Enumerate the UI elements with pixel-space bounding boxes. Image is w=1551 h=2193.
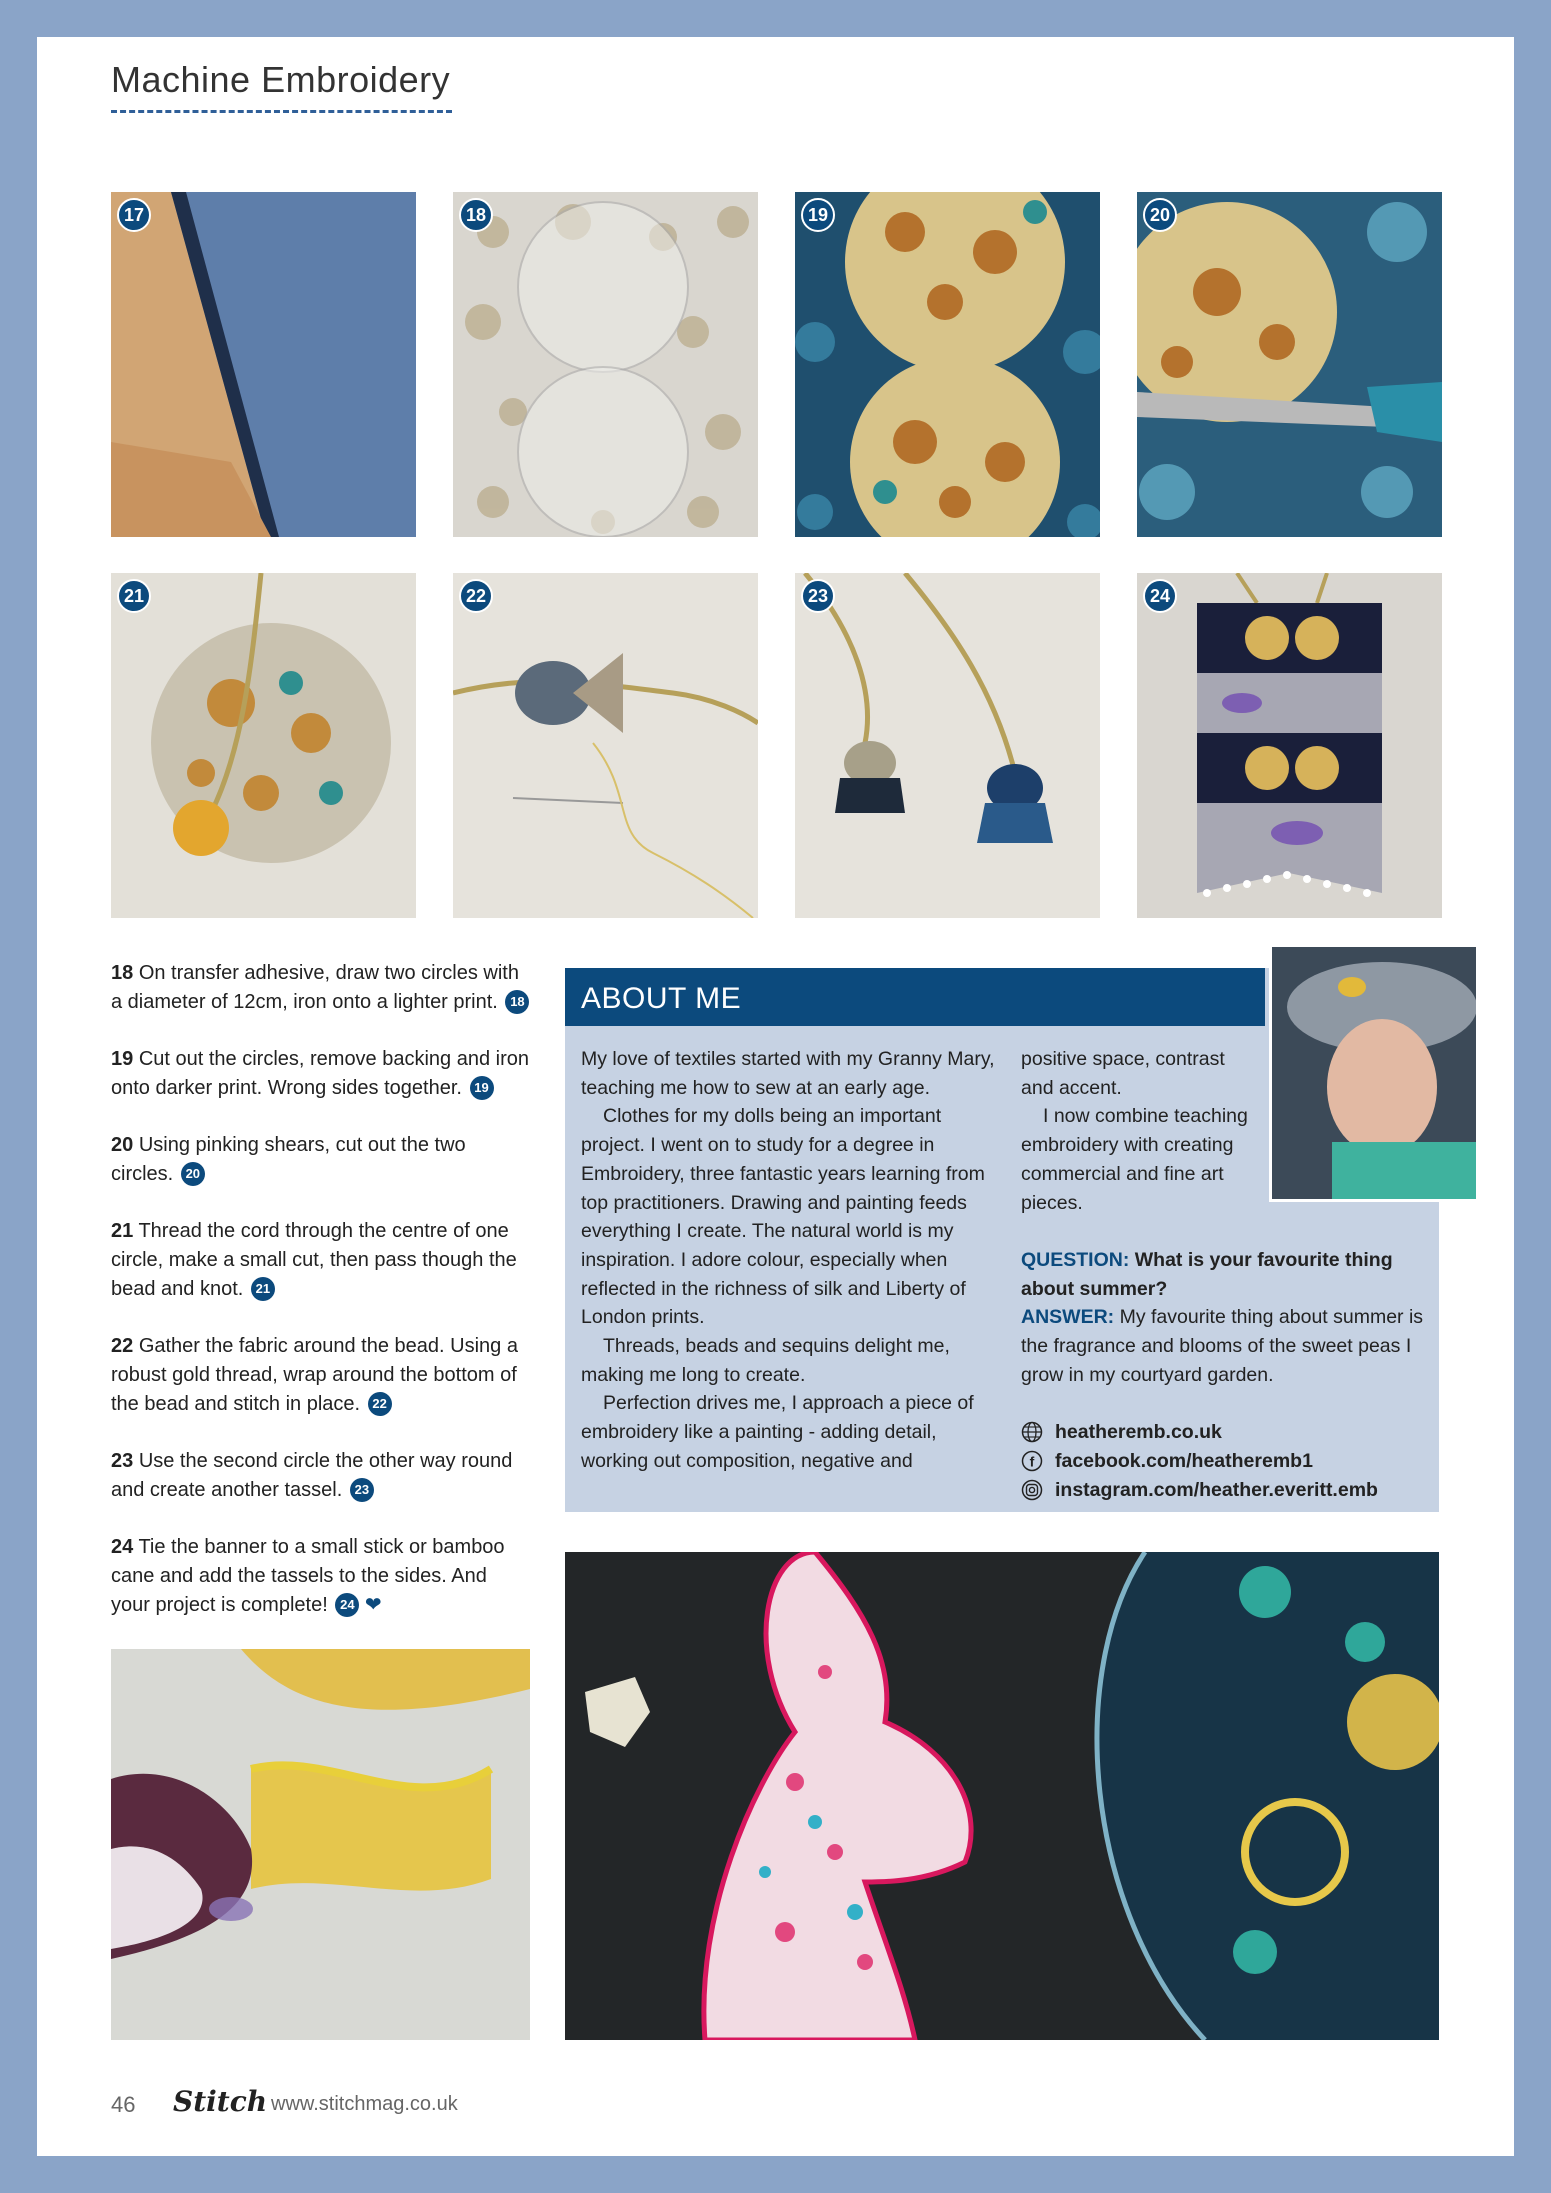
detail-photo-right (565, 1552, 1439, 2040)
step-17-illustration (111, 192, 416, 537)
step-number: 18 (111, 962, 134, 984)
step-ref-badge: 18 (505, 990, 529, 1014)
about-paragraph: positive space, contrast and accent. (1021, 1048, 1225, 1099)
page-number: 46 (111, 2092, 136, 2117)
heart-icon: ❤ (364, 1594, 382, 1616)
instagram-icon (1021, 1479, 1043, 1501)
step-23-illustration (795, 573, 1100, 918)
step-number: 20 (111, 1134, 134, 1156)
step-22-photo (453, 573, 758, 918)
answer-label: ANSWER: (1021, 1306, 1115, 1329)
step-text: Gather the fabric around the bead. Using a robust gold thread, wrap around the bottom of the bead and stitch in place. (111, 1335, 518, 1415)
step-24-photo (1137, 573, 1442, 918)
instagram-link[interactable] (1021, 1476, 1427, 1505)
about-me-title: ABOUT ME (581, 982, 742, 1015)
step-number: 23 (111, 1450, 134, 1472)
about-me-column-1 (581, 1045, 1001, 1476)
detail-photo-left-illustration (111, 1649, 530, 2040)
magazine-url[interactable]: www.stitchmag.co.uk (271, 2093, 458, 2115)
step-text: On transfer adhesive, draw two circles with a diameter of 12cm, iron onto a lighter print. (111, 962, 519, 1013)
about-paragraph: Threads, beads and sequins delight me, making me long to create. (581, 1335, 950, 1386)
website-link[interactable] (1021, 1418, 1427, 1447)
detail-photo-right-illustration (565, 1552, 1439, 2040)
step-19-text (111, 1045, 531, 1103)
step-badge: 19 (801, 198, 835, 232)
svg-text:f: f (1029, 1453, 1035, 1470)
step-18-illustration (453, 192, 758, 537)
step-23-text (111, 1447, 531, 1505)
facebook-link-text: facebook.com/heatheremb1 (1055, 1449, 1313, 1472)
step-21-photo (111, 573, 416, 918)
step-ref-badge: 23 (350, 1478, 374, 1502)
step-ref-badge: 22 (368, 1392, 392, 1416)
step-badge: 24 (1143, 579, 1177, 613)
step-ref-badge: 24 (335, 1593, 359, 1617)
step-badge: 22 (459, 579, 493, 613)
facebook-icon (1021, 1450, 1043, 1472)
step-text: Using pinking shears, cut out the two circles. (111, 1134, 466, 1185)
step-20-text (111, 1131, 531, 1189)
instagram-link-text: instagram.com/heather.everitt.emb (1055, 1478, 1378, 1501)
step-20-photo (1137, 192, 1442, 537)
magazine-brand-logo: Stitch (173, 2085, 268, 2118)
step-24-illustration (1137, 573, 1442, 918)
question-text: What is your favourite thing about summer? (1021, 1248, 1393, 1300)
about-paragraph: Clothes for my dolls being an important project. I went on to study for a degree in Embroidery, three fantastic years learning from top practitioners. Drawing and painting feeds everything I create. The natural world is my inspiration. I adore colour, especially when reflected in the richness of silk and Liberty of London prints. (581, 1105, 985, 1329)
globe-icon (1021, 1421, 1043, 1443)
instruction-steps (111, 959, 531, 1648)
step-text: Tie the banner to a small stick or bamboo cane and add the tassels to the sides. And your project is complete! (111, 1536, 505, 1616)
step-badge: 21 (117, 579, 151, 613)
step-18-text (111, 959, 531, 1017)
question-label: QUESTION: (1021, 1248, 1130, 1271)
section-title-underline (111, 110, 452, 113)
step-text: Thread the cord through the centre of one circle, make a small cut, then pass though the bead and knot. (111, 1220, 517, 1300)
answer-text: My favourite thing about summer is the fragrance and blooms of the sweet peas I grow in my courtyard garden. (1021, 1306, 1424, 1386)
step-20-illustration (1137, 192, 1442, 537)
website-link-text: heatheremb.co.uk (1055, 1421, 1222, 1444)
facebook-link[interactable] (1021, 1447, 1427, 1476)
step-ref-badge: 19 (470, 1076, 494, 1100)
step-ref-badge: 20 (181, 1162, 205, 1186)
about-paragraph: I now combine teaching embroidery with creating commercial and fine art pieces. (1021, 1105, 1248, 1214)
about-me-header (565, 968, 1265, 1026)
step-badge: 20 (1143, 198, 1177, 232)
step-24-text (111, 1533, 531, 1620)
author-portrait (1269, 944, 1479, 1202)
step-number: 21 (111, 1220, 134, 1242)
step-21-illustration (111, 573, 416, 918)
step-18-photo (453, 192, 758, 537)
step-22-text (111, 1332, 531, 1419)
step-number: 22 (111, 1335, 134, 1357)
step-19-illustration (795, 192, 1100, 537)
step-21-text (111, 1217, 531, 1304)
step-ref-badge: 21 (251, 1277, 275, 1301)
step-23-photo (795, 573, 1100, 918)
section-title: Machine Embroidery (111, 59, 451, 100)
author-portrait-photo (1272, 947, 1476, 1199)
step-22-illustration (453, 573, 758, 918)
step-badge: 23 (801, 579, 835, 613)
detail-photo-left (111, 1649, 530, 2040)
step-text: Cut out the circles, remove backing and iron onto darker print. Wrong sides together. (111, 1048, 530, 1099)
step-17-photo (111, 192, 416, 537)
step-19-photo (795, 192, 1100, 537)
magazine-page (37, 37, 1514, 2156)
step-badge: 17 (117, 198, 151, 232)
step-text: Use the second circle the other way round and create another tassel. (111, 1450, 513, 1501)
step-number: 24 (111, 1536, 134, 1558)
step-badge: 18 (459, 198, 493, 232)
about-paragraph: Perfection drives me, I approach a piece of embroidery like a painting - adding detail, working out composition, negative and (581, 1392, 974, 1472)
step-number: 19 (111, 1048, 134, 1070)
about-paragraph: My love of textiles started with my Granny Mary, teaching me how to sew at an early age. (581, 1048, 995, 1099)
